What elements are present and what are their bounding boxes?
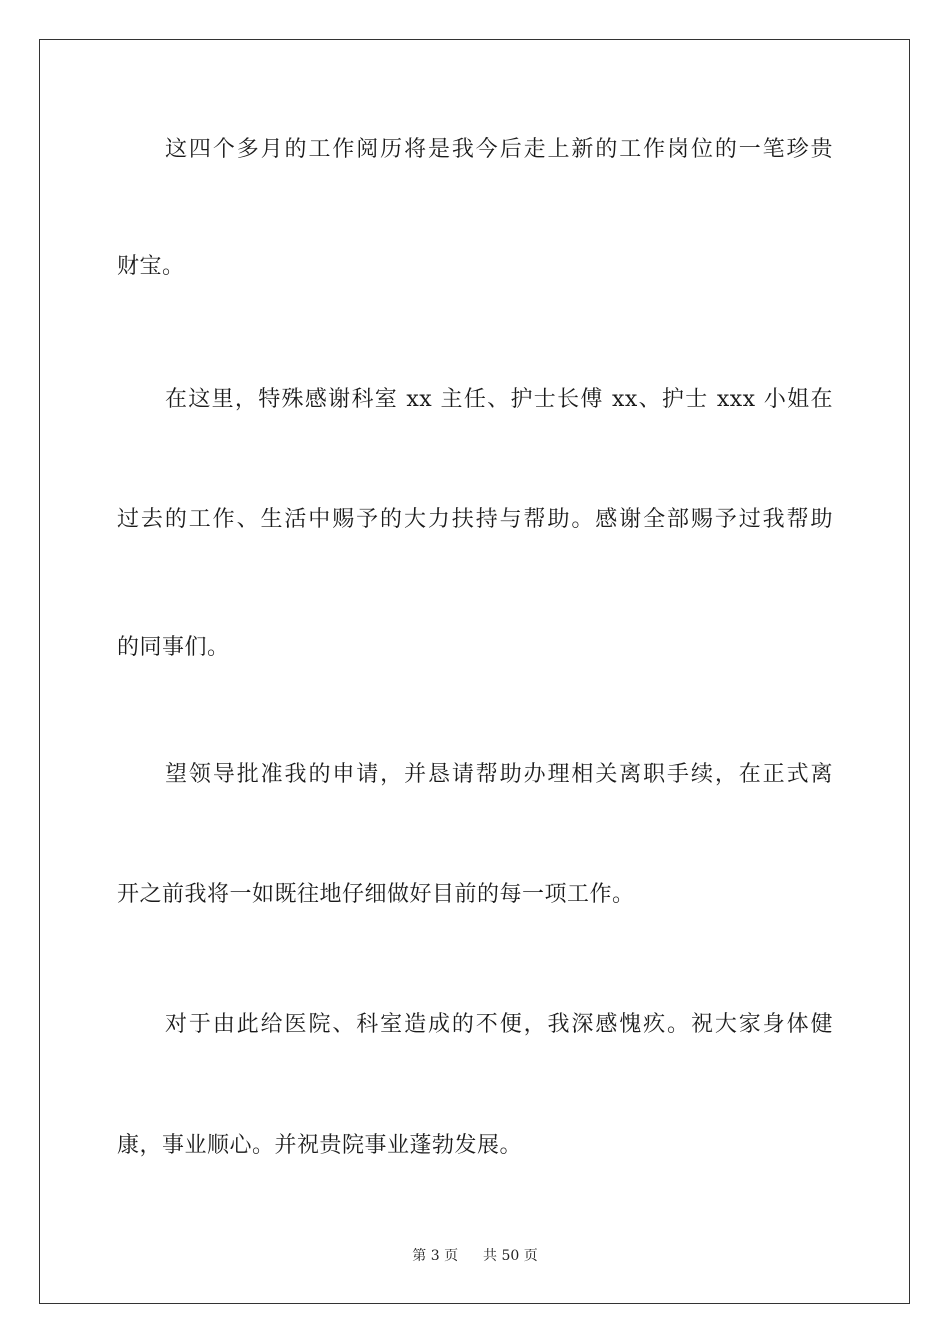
paragraph-line: 财宝。: [117, 254, 185, 279]
page-footer: [0, 1246, 950, 1266]
paragraph-line: 在这里，特殊感谢科室 xx 主任、护士长傅 xx、护士 xxx 小姐在: [165, 387, 833, 412]
page-number: 第 3 页: [412, 1248, 459, 1264]
paragraph-line: 过去的工作、生活中赐予的大力扶持与帮助。感谢全部赐予过我帮助: [117, 507, 833, 532]
paragraph-line: 这四个多月的工作阅历将是我今后走上新的工作岗位的一笔珍贵: [165, 137, 833, 162]
paragraph-line: 康，事业顺心。并祝贵院事业蓬勃发展。: [117, 1133, 523, 1158]
paragraph-line: 开之前我将一如既往地仔细做好目前的每一项工作。: [117, 882, 635, 907]
paragraph-line: 的同事们。: [117, 635, 230, 660]
page-total: 共 50 页: [483, 1248, 538, 1264]
paragraph-line: 望领导批准我的申请，并恳请帮助办理相关离职手续，在正式离: [165, 762, 833, 787]
page-border: [39, 39, 910, 1304]
paragraph-line: 对于由此给医院、科室造成的不便，我深感愧疚。祝大家身体健: [165, 1012, 833, 1037]
